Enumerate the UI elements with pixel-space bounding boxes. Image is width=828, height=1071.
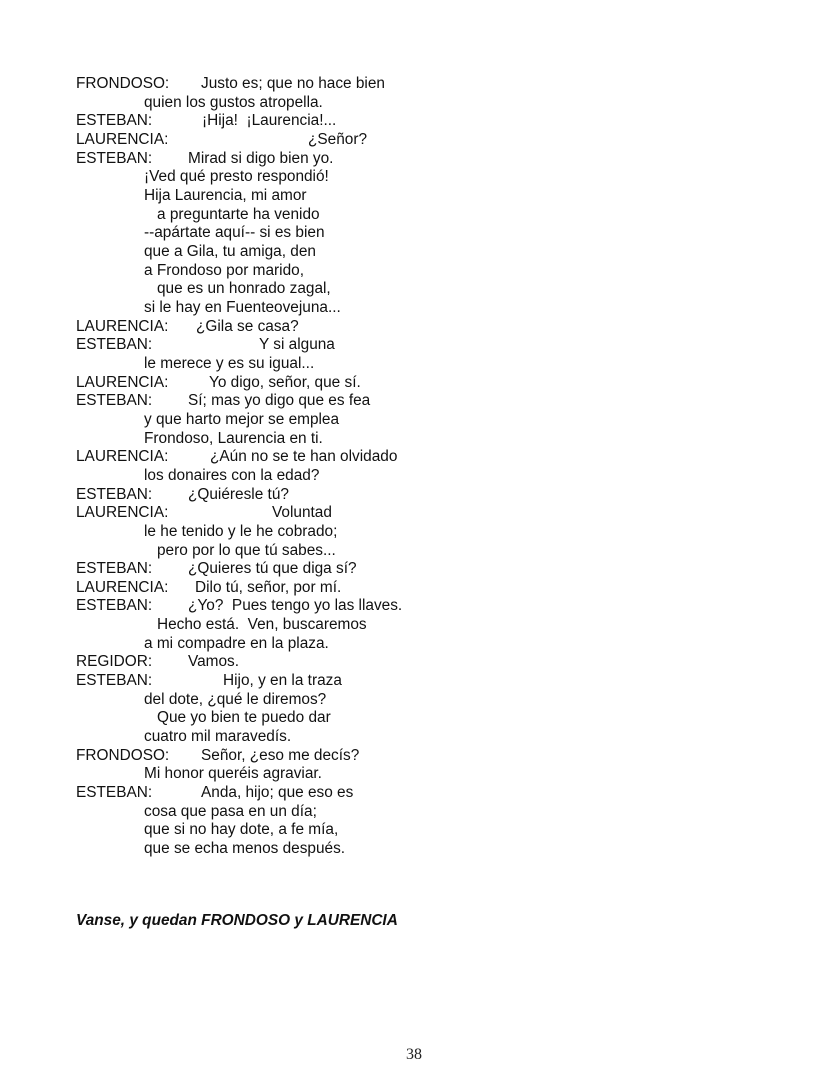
verse-text: los donaires con la edad? <box>144 466 320 484</box>
verse-text: ¿Quiéresle tú? <box>188 485 289 503</box>
verse-text: y que harto mejor se emplea <box>144 410 340 428</box>
speaker-name: ESTEBAN: <box>76 149 153 167</box>
verse-text: a preguntarte ha venido <box>157 205 320 223</box>
speaker-name: LAURENCIA: <box>76 373 169 391</box>
stage-direction: Vanse, y quedan FRONDOSO y LAURENCIA <box>76 912 398 929</box>
speaker-name: ESTEBAN: <box>76 784 153 802</box>
verse-text: Voluntad <box>272 504 332 522</box>
verse-text: Dilo tú, señor, por mí. <box>195 578 342 596</box>
verse-text: pero por lo que tú sabes... <box>157 541 336 559</box>
verse-text: Señor, ¿eso me decís? <box>201 746 360 764</box>
speaker-name: FRONDOSO: <box>76 75 170 92</box>
verse-text: si le hay en Fuenteovejuna... <box>144 298 341 316</box>
verse-text: a mi compadre en la plaza. <box>144 634 329 652</box>
verse-text: Sí; mas yo digo que es fea <box>188 392 371 410</box>
verse-text: Hecho está. Ven, buscaremos <box>157 616 367 634</box>
verse-text: le merece y es su igual... <box>144 354 315 372</box>
verse-text: ¿Aún no se te han olvidado <box>210 448 398 466</box>
speaker-name: ESTEBAN: <box>76 336 153 354</box>
verse-text: cosa que pasa en un día; <box>144 802 317 820</box>
verse-text: ¡Ved qué presto respondió! <box>144 168 329 186</box>
verse-text: ¿Señor? <box>308 130 368 148</box>
verse-text: Anda, hijo; que eso es <box>201 784 354 802</box>
speaker-name: ESTEBAN: <box>76 672 153 690</box>
verse-text: Justo es; que no hace bien <box>201 75 385 92</box>
verse-text: ¿Quieres tú que diga sí? <box>188 560 357 578</box>
verse-text: Yo digo, señor, que sí. <box>209 373 361 391</box>
verse-text: que se echa menos después. <box>144 840 346 858</box>
speaker-name: LAURENCIA: <box>76 130 169 148</box>
speaker-name: ESTEBAN: <box>76 392 153 410</box>
speaker-name: LAURENCIA: <box>76 578 169 596</box>
verse-text: Mirad si digo bien yo. <box>188 149 334 167</box>
verse-text: que si no hay dote, a fe mía, <box>144 821 339 839</box>
verse-text: a Frondoso por marido, <box>144 261 304 279</box>
verse-text: cuatro mil maravedís. <box>144 728 292 746</box>
verse-text: del dote, ¿qué le diremos? <box>144 690 327 708</box>
speaker-name: ESTEBAN: <box>76 112 153 130</box>
verse-text: quien los gustos atropella. <box>144 93 323 111</box>
verse-text: Hija Laurencia, mi amor <box>144 186 307 204</box>
verse-text: Mi honor queréis agraviar. <box>144 765 322 783</box>
speaker-name: LAURENCIA: <box>76 317 169 335</box>
verse-text: ¿Yo? Pues tengo yo las llaves. <box>188 597 403 615</box>
verse-text: que a Gila, tu amiga, den <box>144 242 316 260</box>
verse-text: Frondoso, Laurencia en ti. <box>144 429 323 447</box>
verse-text: Vamos. <box>188 653 240 671</box>
verse-text: que es un honrado zagal, <box>157 280 331 298</box>
speaker-name: ESTEBAN: <box>76 560 153 578</box>
verse-text: Hijo, y en la traza <box>223 672 342 690</box>
page-number: 38 <box>406 1046 422 1063</box>
speaker-name: REGIDOR: <box>76 653 153 671</box>
verse-text: ¡Hija! ¡Laurencia!... <box>202 112 337 130</box>
speaker-name: LAURENCIA: <box>76 504 169 522</box>
speaker-name: ESTEBAN: <box>76 597 153 615</box>
speaker-name: FRONDOSO: <box>76 746 170 764</box>
verse-text: Y si alguna <box>259 336 335 354</box>
verse-text: le he tenido y le he cobrado; <box>144 522 338 540</box>
verse-text: --apártate aquí-- si es bien <box>144 224 325 242</box>
speaker-name: LAURENCIA: <box>76 448 169 466</box>
verse-text: Que yo bien te puedo dar <box>157 709 331 727</box>
speaker-name: ESTEBAN: <box>76 485 153 503</box>
verse-text: ¿Gila se casa? <box>196 317 299 335</box>
